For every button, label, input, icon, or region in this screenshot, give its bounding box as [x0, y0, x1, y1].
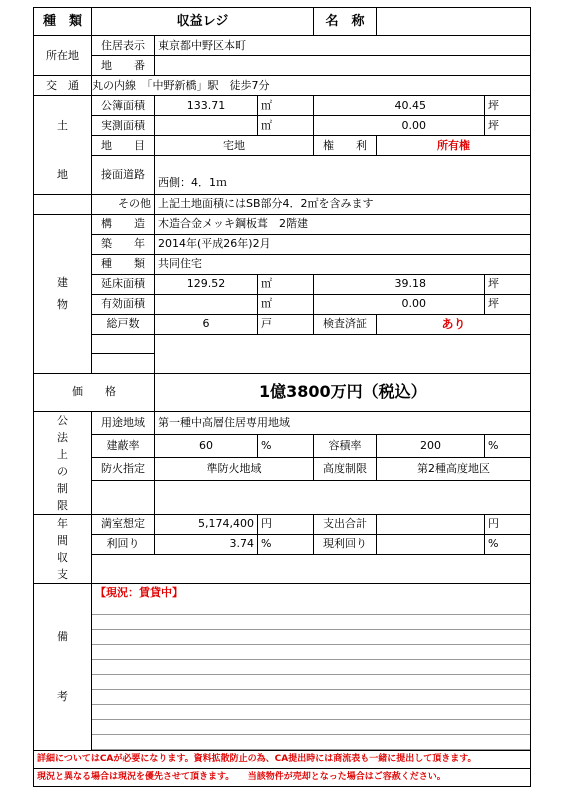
kind-value: 共同住宅	[155, 254, 531, 274]
structure-value: 木造合金メッキ鋼板葺 2階建	[155, 214, 531, 234]
property-sheet	[33, 7, 530, 787]
section-char: 公	[57, 413, 68, 427]
remarks-status: 【現況：賃貸中】	[95, 585, 183, 599]
built-row	[34, 234, 531, 254]
effective-area-label: 有効面積	[92, 294, 155, 314]
tsubo-unit: 坪	[485, 96, 531, 116]
blank-cell	[155, 334, 531, 354]
land-road-row	[34, 156, 531, 172]
bcr-value: 60	[155, 434, 258, 457]
fire-row	[34, 457, 531, 480]
category-value: 宅地	[155, 136, 314, 156]
units-unit: 戸	[258, 314, 314, 334]
footer-row-2	[34, 768, 531, 786]
income-section	[34, 514, 92, 583]
yield-value: 3.74	[155, 534, 258, 554]
expense-label: 支出合計	[314, 514, 377, 534]
footer-row-1	[34, 750, 531, 768]
name-label: 名 称	[314, 8, 377, 36]
full-occupancy-value: 5,174,400	[155, 514, 258, 534]
expense-value	[377, 514, 485, 534]
section-char: 制	[57, 481, 68, 495]
section-char: 限	[57, 498, 68, 512]
full-occupancy-row	[34, 514, 531, 534]
tsubo-unit: 坪	[485, 274, 531, 294]
blank-cell	[92, 480, 155, 514]
section-char: 収	[57, 550, 68, 564]
blank-cell	[92, 334, 155, 354]
remarks-section	[34, 583, 92, 750]
height-value: 第2種高度地区	[377, 457, 531, 480]
building-blank-row-1	[34, 334, 531, 354]
net-yield-label: 現利回り	[314, 534, 377, 554]
building-blank-row-2	[34, 354, 531, 374]
ratio-row	[34, 434, 531, 457]
section-char: 間	[57, 533, 68, 547]
land-other-row	[34, 194, 531, 214]
blank-cell	[155, 480, 531, 514]
lot-label: 地 番	[92, 56, 155, 76]
remarks-char: 備	[57, 629, 68, 643]
built-value: 2014年(平成26年)2月	[155, 234, 531, 254]
price-row	[34, 373, 531, 411]
building-section-bottom: 物	[34, 294, 92, 373]
effective-area-row	[34, 294, 531, 314]
floor-area-row	[34, 274, 531, 294]
percent-unit: %	[258, 434, 314, 457]
type-value: 収益レジ	[92, 8, 314, 36]
remarks-lines	[92, 600, 530, 750]
building-section-top: 建	[34, 214, 92, 294]
income-blank-row	[34, 554, 531, 583]
remarks-row	[34, 583, 531, 750]
section-char: 支	[57, 567, 68, 581]
price-label: 価 格	[34, 373, 155, 411]
rights-label: 権 利	[314, 136, 377, 156]
location-section: 所在地	[34, 36, 92, 76]
transport-row	[34, 76, 531, 96]
address-row	[34, 36, 531, 56]
type-label: 種 類	[34, 8, 92, 36]
road-spacer	[155, 156, 531, 172]
height-label: 高度制限	[314, 457, 377, 480]
effective-area-sqm	[155, 294, 258, 314]
lot-row	[34, 56, 531, 76]
price-value: 1億3800万円（税込）	[155, 373, 531, 411]
sqm-unit: ㎡	[258, 96, 314, 116]
percent-unit: %	[485, 534, 531, 554]
section-char: 法	[57, 430, 68, 444]
fire-label: 防火指定	[92, 457, 155, 480]
remarks-area	[92, 583, 531, 750]
name-value	[377, 8, 531, 36]
lot-value	[155, 56, 531, 76]
far-label: 容積率	[314, 434, 377, 457]
yield-label: 利回り	[92, 534, 155, 554]
survey-area-tsubo: 0.00	[314, 116, 485, 136]
property-table	[33, 7, 531, 787]
floor-area-tsubo: 39.18	[314, 274, 485, 294]
rights-value: 所有権	[377, 136, 531, 156]
land-category-row	[34, 136, 531, 156]
land-registry-row	[34, 96, 531, 116]
land-section-bottom: 地	[34, 156, 92, 195]
percent-unit: %	[485, 434, 531, 457]
kind-label: 種 類	[92, 254, 155, 274]
header-row	[34, 8, 531, 36]
footer-line-2: 現況と異なる場合は現況を優先させて頂きます。 当該物件が売却となった場合はご容赦ください。	[34, 768, 531, 786]
land-section-top: 土	[34, 96, 92, 156]
land-section-blank	[34, 194, 92, 214]
blank-cell	[92, 354, 155, 374]
survey-area-sqm	[155, 116, 258, 136]
registry-area-label: 公簿面積	[92, 96, 155, 116]
structure-label: 構 造	[92, 214, 155, 234]
units-label: 総戸数	[92, 314, 155, 334]
regulations-section	[34, 411, 92, 514]
survey-area-label: 実測面積	[92, 116, 155, 136]
zoning-label: 用途地域	[92, 411, 155, 434]
blank-cell	[92, 554, 531, 583]
road-label: 接面道路	[92, 156, 155, 195]
zoning-value: 第一種中高層住居専用地域	[155, 411, 531, 434]
bcr-label: 建蔽率	[92, 434, 155, 457]
section-char: 年	[57, 516, 68, 530]
tsubo-unit: 坪	[485, 294, 531, 314]
sqm-unit: ㎡	[258, 294, 314, 314]
land-survey-row	[34, 116, 531, 136]
kind-row	[34, 254, 531, 274]
units-value: 6	[155, 314, 258, 334]
structure-row	[34, 214, 531, 234]
net-yield-value	[377, 534, 485, 554]
fire-value: 準防火地域	[155, 457, 314, 480]
regulations-blank-row	[34, 480, 531, 514]
section-char: の	[57, 464, 68, 478]
units-row	[34, 314, 531, 334]
registry-area-sqm: 133.71	[155, 96, 258, 116]
sqm-unit: ㎡	[258, 274, 314, 294]
remarks-char: 考	[57, 689, 68, 703]
tsubo-unit: 坪	[485, 116, 531, 136]
address-label: 住居表示	[92, 36, 155, 56]
built-label: 築 年	[92, 234, 155, 254]
percent-unit: %	[258, 534, 314, 554]
effective-area-tsubo: 0.00	[314, 294, 485, 314]
category-label: 地 目	[92, 136, 155, 156]
yield-row	[34, 534, 531, 554]
other-label: その他	[92, 194, 155, 214]
yen-unit: 円	[258, 514, 314, 534]
sqm-unit: ㎡	[258, 116, 314, 136]
blank-cell	[155, 354, 531, 374]
footer-line-1: 詳細についてはCAが必要になります。資料拡散防止の為、CA提出時には商流表も一緒に提出して頂きます。	[34, 750, 531, 768]
full-occupancy-label: 満室想定	[92, 514, 155, 534]
far-value: 200	[377, 434, 485, 457]
yen-unit: 円	[485, 514, 531, 534]
inspection-value: あり	[377, 314, 531, 334]
address-value: 東京都中野区本町	[155, 36, 531, 56]
other-value: 上記土地面積にはSB部分4．2㎡を含みます	[155, 194, 531, 214]
road-value: 西側：4．1ｍ	[155, 172, 531, 194]
transport-value: 丸の内線 「中野新橋」駅 徒歩7分	[92, 76, 531, 96]
section-char: 上	[57, 447, 68, 461]
inspection-label: 検査済証	[314, 314, 377, 334]
floor-area-label: 延床面積	[92, 274, 155, 294]
zoning-row	[34, 411, 531, 434]
transport-label: 交 通	[34, 76, 92, 96]
floor-area-sqm: 129.52	[155, 274, 258, 294]
registry-area-tsubo: 40.45	[314, 96, 485, 116]
